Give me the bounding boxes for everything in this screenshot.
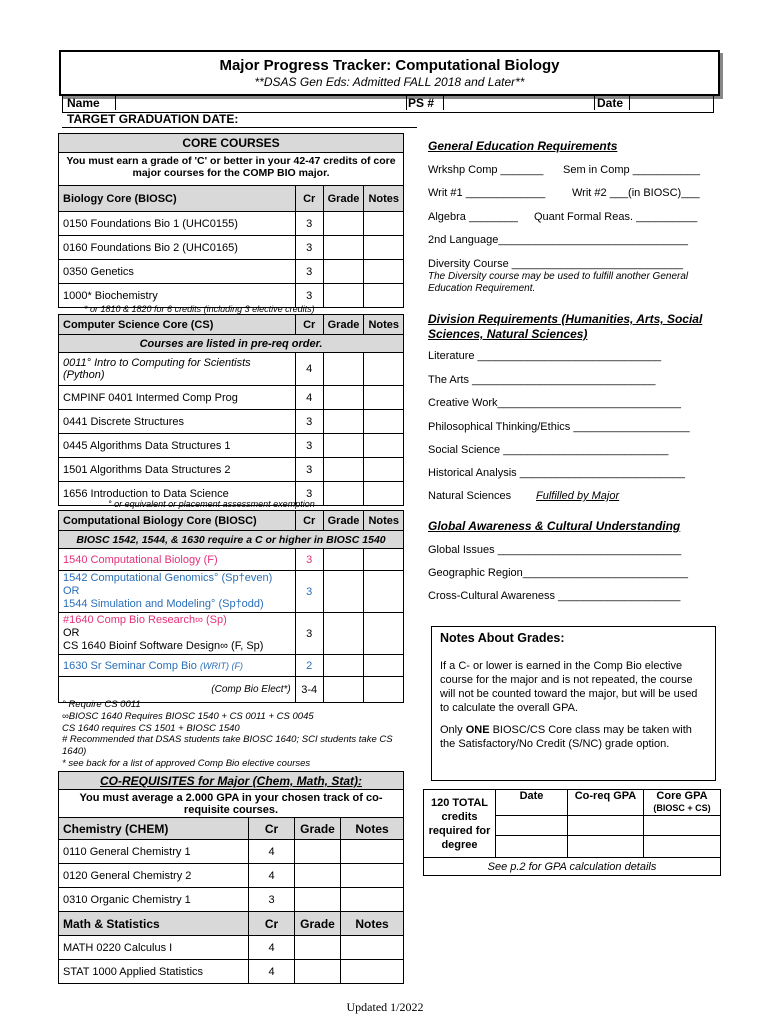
col-notes: Notes <box>364 186 404 212</box>
course-name: STAT 1000 Applied Statistics <box>59 960 249 984</box>
table-row <box>59 888 404 912</box>
core-gpa-cell[interactable] <box>644 836 721 858</box>
table-row <box>59 840 404 864</box>
notes-cell[interactable] <box>341 864 404 888</box>
writ2-field[interactable]: Writ #2 ___(in BIOSC)___ <box>572 187 700 199</box>
course-credits: 4 <box>249 936 295 960</box>
grade-cell[interactable] <box>323 549 364 571</box>
grade-cell[interactable] <box>323 410 364 434</box>
date-cell[interactable] <box>496 836 568 858</box>
core-intro: You must earn a grade of 'C' or better in your 42-47 credits of core major courses for the COMP BIO major. <box>66 155 396 179</box>
footnote: ∞BIOSC 1640 Requires BIOSC 1540 + CS 0011 + CS 0045 <box>62 710 314 722</box>
course-tag: (WRIT) (F) <box>199 660 243 671</box>
philosophical-field[interactable]: Philosophical Thinking/Ethics ___________________ <box>428 421 690 433</box>
updated-footer: Updated 1/2022 <box>346 1000 424 1014</box>
cross-cultural-field[interactable]: Cross-Cultural Awareness ____________________ <box>428 590 681 602</box>
col-core-gpa <box>644 790 721 816</box>
writ1-field[interactable]: Writ #1 _____________ <box>428 187 546 199</box>
course-name: (Comp Bio Elect*) <box>59 677 296 703</box>
table-row <box>59 458 404 482</box>
core-footnotes <box>62 699 402 770</box>
grade-cell[interactable] <box>323 458 364 482</box>
note-text: Only <box>440 724 466 736</box>
col-grade: Grade <box>323 186 364 212</box>
course-name: 1656 Introduction to Data Science <box>59 482 296 506</box>
course-credits: 3 <box>295 410 323 434</box>
table-row <box>59 936 404 960</box>
table-row <box>59 434 404 458</box>
name-field[interactable] <box>115 95 407 110</box>
grade-cell[interactable] <box>323 613 364 655</box>
core-courses-heading: CORE COURSES <box>59 134 403 153</box>
course-credits: 2 <box>295 655 323 677</box>
coreq-gpa-cell[interactable] <box>568 816 644 836</box>
col-course: Chemistry (CHEM) <box>59 818 249 840</box>
table-header <box>59 912 404 936</box>
biology-core-table <box>58 185 404 308</box>
grade-cell[interactable] <box>323 260 364 284</box>
course-credits: 3 <box>295 549 323 571</box>
core-gpa-label: Core GPA <box>656 790 708 802</box>
table-row <box>59 353 404 386</box>
coreq-intro: You must average a 2.000 GPA in your chosen track of co-requisite courses. <box>58 790 404 818</box>
col-date: Date <box>496 790 568 816</box>
date-label: Date <box>597 96 624 110</box>
table-row <box>59 571 404 613</box>
col-cr: Cr <box>249 912 295 936</box>
course-credits: 3 <box>295 284 323 308</box>
table-row <box>424 858 721 876</box>
course-name: 0110 General Chemistry 1 <box>59 840 249 864</box>
cb-subhead: BIOSC 1542, 1544, & 1630 require a C or higher in BIOSC 1540 <box>59 531 404 549</box>
footnote: * see back for a list of approved Comp Bio elective courses <box>62 757 311 769</box>
table-row <box>59 864 404 888</box>
note-text: BIOSC/CS Core class may be taken with the Satisfactory/No Credit (S/NC) grade option. <box>440 724 692 750</box>
grade-cell[interactable] <box>323 434 364 458</box>
col-notes: Notes <box>364 511 404 531</box>
col-cr: Cr <box>295 186 323 212</box>
notes-cell[interactable] <box>364 655 404 677</box>
notes-cell[interactable] <box>364 236 404 260</box>
col-course: Computational Biology Core (BIOSC) <box>59 511 296 531</box>
wrkshp-comp-field[interactable]: Wrkshp Comp _______ <box>428 164 544 176</box>
course-credits: 3 <box>295 571 323 613</box>
table-row <box>59 960 404 984</box>
or-label: OR <box>63 627 80 639</box>
table-row <box>59 260 404 284</box>
gpa-footnote: See p.2 for GPA calculation details <box>424 858 721 876</box>
table-header <box>59 186 404 212</box>
notes-cell[interactable] <box>364 613 404 655</box>
course-name: 1501 Algorithms Data Structures 2 <box>59 458 296 482</box>
arts-field[interactable]: The Arts ______________________________ <box>428 374 656 386</box>
notes-cell[interactable] <box>364 571 404 613</box>
total-credits: 120 TOTAL credits required for degree <box>424 790 496 858</box>
or-label: OR <box>63 585 80 597</box>
cs-subhead: Courses are listed in pre-req order. <box>59 335 404 353</box>
table-row <box>59 410 404 434</box>
course-credits: 3 <box>295 613 323 655</box>
table-row <box>59 613 404 655</box>
col-grade: Grade <box>295 818 341 840</box>
table-header <box>59 818 404 840</box>
core-gpa-sub: (BIOSC + CS) <box>653 803 711 813</box>
core-gpa-cell[interactable] <box>644 816 721 836</box>
table-header <box>424 790 721 816</box>
page-subtitle: **DSAS Gen Eds: Admitted FALL 2018 and Later** <box>254 75 525 89</box>
notes-cell[interactable] <box>341 960 404 984</box>
notes-about-grades <box>431 626 716 781</box>
notes-cell[interactable] <box>341 936 404 960</box>
note-emphasis: ONE <box>465 724 490 736</box>
course-label: 1630 Sr Seminar Comp Bio <box>63 659 197 672</box>
grade-cell[interactable] <box>323 571 364 613</box>
course-credits: 3 <box>295 434 323 458</box>
social-science-field[interactable]: Social Science ___________________________ <box>428 444 669 456</box>
course-name: 1000* Biochemistry <box>59 284 296 308</box>
date-field[interactable] <box>629 95 712 110</box>
col-grade: Grade <box>295 912 341 936</box>
grade-cell[interactable] <box>323 236 364 260</box>
grade-cell[interactable] <box>295 888 341 912</box>
notes-cell[interactable] <box>364 212 404 236</box>
compbio-core-table <box>58 510 404 703</box>
notes-cell[interactable] <box>364 458 404 482</box>
name-row <box>62 94 714 113</box>
col-grade: Grade <box>323 511 364 531</box>
gpa-table <box>423 789 721 876</box>
course-credits: 3 <box>295 482 323 506</box>
date-cell[interactable] <box>496 816 568 836</box>
course-credits: 4 <box>249 960 295 984</box>
course-name: 0150 Foundations Bio 1 (UHC0155) <box>59 212 296 236</box>
natural-sciences-label: Natural Sciences <box>428 490 512 502</box>
chemistry-table <box>58 817 404 984</box>
literature-field[interactable]: Literature ______________________________ <box>428 350 662 362</box>
notes-paragraph <box>440 723 707 751</box>
target-graduation-label: TARGET GRADUATION DATE: <box>67 112 239 126</box>
col-cr: Cr <box>295 511 323 531</box>
notes-cell[interactable] <box>364 410 404 434</box>
title-box <box>59 50 720 96</box>
course-option-b: 1544 Simulation and Modeling° (Sp†odd) <box>63 598 264 610</box>
divider <box>62 127 417 128</box>
coreq-heading: CO-REQUISITES for Major (Chem, Math, Stat): <box>58 771 404 790</box>
course-credits: 3-4 <box>295 677 323 703</box>
core-courses-section <box>58 133 404 186</box>
footnote: ° Require CS 0011 <box>62 699 141 710</box>
course-credits: 3 <box>295 458 323 482</box>
course-name: 0350 Genetics <box>59 260 296 284</box>
notes-cell[interactable] <box>364 353 404 386</box>
quant-reas-field[interactable]: Quant Formal Reas. __________ <box>534 211 698 223</box>
course-option-a: 1542 Computational Genomics° (Sp†even) <box>63 572 273 584</box>
table-row <box>59 386 404 410</box>
notes-cell[interactable] <box>364 549 404 571</box>
course-credits: 4 <box>249 864 295 888</box>
course-name: CMPINF 0401 Intermed Comp Prog <box>59 386 296 410</box>
course-name: MATH 0220 Calculus I <box>59 936 249 960</box>
table-subhead <box>59 531 404 549</box>
col-notes: Notes <box>341 912 404 936</box>
grade-cell[interactable] <box>295 864 341 888</box>
grade-cell[interactable] <box>323 212 364 236</box>
grade-cell[interactable] <box>323 386 364 410</box>
sem-comp-field[interactable]: Sem in Comp ___________ <box>563 164 700 176</box>
cs-footnote: ° or equivalent or placement assessment exemption <box>108 499 315 509</box>
creative-work-field[interactable]: Creative Work______________________________ <box>428 397 682 409</box>
course-credits: 4 <box>295 386 323 410</box>
col-course: Biology Core (BIOSC) <box>59 186 296 212</box>
col-grade: Grade <box>323 315 364 335</box>
diversity-field[interactable]: Diversity Course ____________________________ <box>428 258 684 270</box>
col-course: Computer Science Core (CS) <box>59 315 296 335</box>
cs-core-table <box>58 314 404 506</box>
grade-cell[interactable] <box>323 655 364 677</box>
course-name: 0120 General Chemistry 2 <box>59 864 249 888</box>
course-option-b: CS 1640 Bioinf Software Design∞ (F, Sp) <box>63 640 264 652</box>
course-name: 1540 Computational Biology (F) <box>59 549 296 571</box>
course-name: 0441 Discrete Structures <box>59 410 296 434</box>
table-row <box>59 549 404 571</box>
notes-cell[interactable] <box>364 260 404 284</box>
grade-cell[interactable] <box>323 284 364 308</box>
grade-cell[interactable] <box>295 960 341 984</box>
col-notes: Notes <box>364 315 404 335</box>
historical-analysis-field[interactable]: Historical Analysis ___________________________ <box>428 467 685 479</box>
course-credits: 4 <box>249 840 295 864</box>
grade-cell[interactable] <box>295 840 341 864</box>
table-header <box>59 511 404 531</box>
division-heading: Division Requirements (Humanities, Arts, Social Sciences, Natural Sciences) <box>428 312 703 341</box>
diversity-note: The Diversity course may be used to fulfill another General Education Requirement. <box>428 271 689 294</box>
grade-cell[interactable] <box>295 936 341 960</box>
bio-footnote: * or 1810 & 1820 for 6 credits (including 3 elective credits) <box>84 304 315 314</box>
notes-heading: Notes About Grades: <box>440 631 565 645</box>
course-credits: 4 <box>295 353 323 386</box>
table-row <box>59 655 404 677</box>
course-credits: 3 <box>295 212 323 236</box>
footnote: CS 1640 requires CS 1501 + BIOSC 1540 <box>62 722 240 734</box>
natural-sciences-value: Fulfilled by Major <box>536 490 620 502</box>
footnote: # Recommended that DSAS students take BIOSC 1640; SCI students take CS 1640) <box>62 734 393 758</box>
col-cr: Cr <box>249 818 295 840</box>
course-option-a: #1640 Comp Bio Research∞ (Sp) <box>63 614 227 626</box>
notes-paragraph: If a C- or lower is earned in the Comp Bio elective course for the major and is not repeated, the course will not be counted toward the major, but will be used to calculate the overall GPA. <box>440 660 698 714</box>
table-header <box>59 315 404 335</box>
course-name: 0160 Foundations Bio 2 (UHC0165) <box>59 236 296 260</box>
course-name <box>59 655 296 677</box>
notes-cell[interactable] <box>341 888 404 912</box>
global-issues-field[interactable]: Global Issues ______________________________ <box>428 544 682 556</box>
coreq-gpa-cell[interactable] <box>568 836 644 858</box>
notes-cell[interactable] <box>364 386 404 410</box>
col-coreq-gpa: Co-req GPA <box>568 790 644 816</box>
notes-cell[interactable] <box>341 840 404 864</box>
course-credits: 3 <box>249 888 295 912</box>
ps-label: PS # <box>408 96 435 110</box>
table-row <box>59 236 404 260</box>
course-credits: 3 <box>295 236 323 260</box>
col-cr: Cr <box>295 315 323 335</box>
notes-cell[interactable] <box>364 284 404 308</box>
course-name: 0011° Intro to Computing for Scientists (Python) <box>59 353 296 386</box>
algebra-field[interactable]: Algebra ________ <box>428 211 518 223</box>
page-title: Major Progress Tracker: Computational Biology <box>219 57 560 74</box>
table-row <box>59 212 404 236</box>
global-heading: Global Awareness & Cultural Understanding <box>428 519 681 533</box>
geographic-region-field[interactable]: Geographic Region___________________________ <box>428 567 688 579</box>
gened-heading: General Education Requirements <box>428 139 618 153</box>
course-credits: 3 <box>295 260 323 284</box>
course-name <box>59 613 296 655</box>
table-subhead <box>59 335 404 353</box>
col-course: Math & Statistics <box>59 912 249 936</box>
grade-cell[interactable] <box>323 353 364 386</box>
second-language-field[interactable]: 2nd Language_______________________________ <box>428 234 688 246</box>
ps-field[interactable] <box>443 95 595 110</box>
course-name: 0310 Organic Chemistry 1 <box>59 888 249 912</box>
course-name: 0445 Algorithms Data Structures 1 <box>59 434 296 458</box>
col-notes: Notes <box>341 818 404 840</box>
notes-cell[interactable] <box>364 434 404 458</box>
course-name <box>59 571 296 613</box>
name-label: Name <box>67 96 100 110</box>
grade-cell[interactable] <box>323 482 364 506</box>
notes-cell[interactable] <box>364 482 404 506</box>
